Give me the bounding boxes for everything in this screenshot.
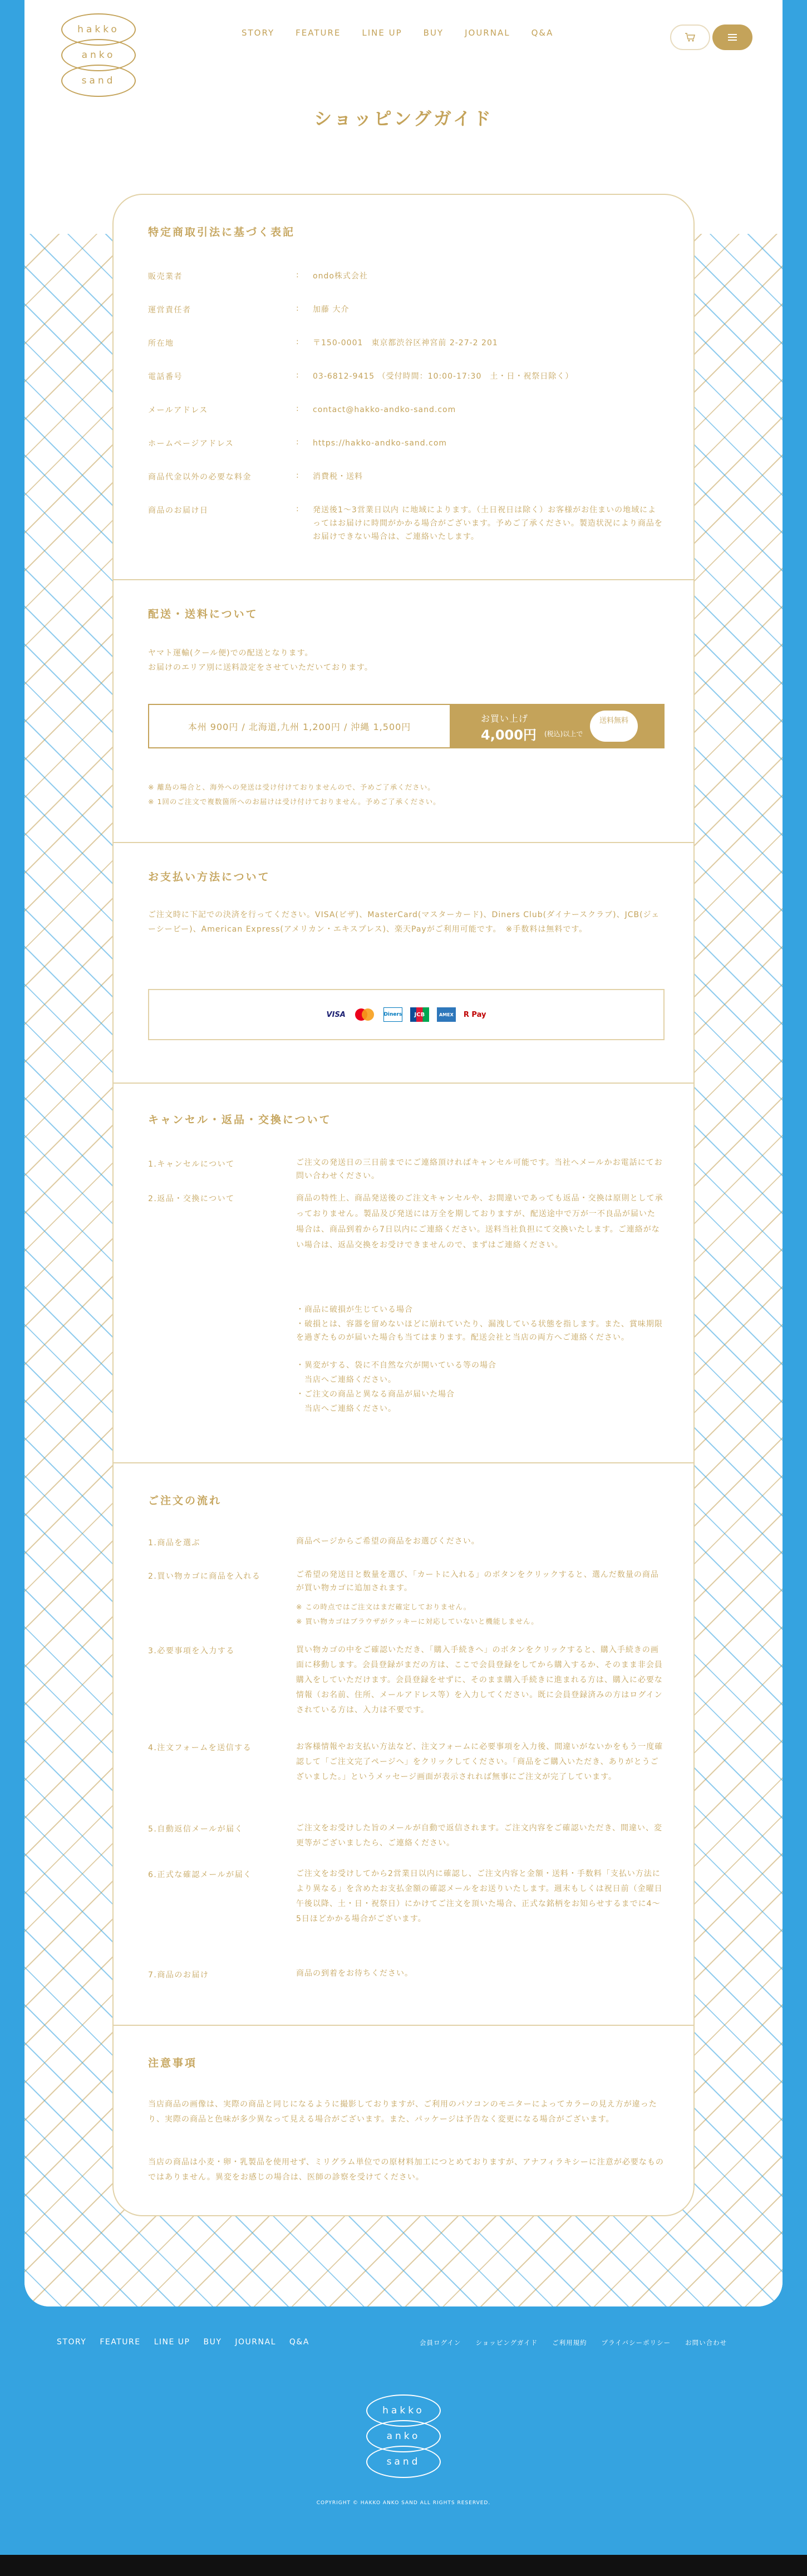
global-nav <box>242 28 553 38</box>
nav-item-feature[interactable]: FEATURE <box>296 28 341 38</box>
step-text: 買い物カゴの中をご確認いただき、「購入手続きへ」のボタンをクリックすると、購入手続きの画面に移動します。会員登録がまだの方は、ここで会員登録をしてから購入するか、そのまま非会員購入をしていただけます。会員登録をせずに、そのまま購入手続きに進まれる方は、購入に必要な情報（お名前、住所、メールアドレス等）を入力してください。既に会員登録済みの方はログインされている方は、入力は不要です。 <box>296 1645 663 1715</box>
bullet: ・異変がする、袋に不自然な穴が開いている等の場合 <box>296 1361 496 1370</box>
page-title: ショッピングガイド <box>314 108 493 129</box>
logo-word: sand <box>61 65 136 97</box>
logo[interactable] <box>57 13 140 102</box>
row-value: 加藤 大介 <box>313 305 350 314</box>
row-value: 商品の特性上、商品発送後のご注文キャンセルや、お間違いであっても返品・交換は原則として承っておりません。製品及び発送には万全を期しておりますが、配送途中で万が一不良品が届いた場合は、商品到着から7日以内にご連絡ください。送料当社負担にて交換いたします。ご連絡がない場合は、返品交換をお受けできませんので、まずはご連絡ください。 <box>296 1194 663 1250</box>
rakuten-pay-icon: R Pay <box>463 1010 486 1019</box>
page-frame <box>24 0 783 2306</box>
step-note: ※ 買い物カゴはブラウザがクッキーに対応していないと機能しません。 <box>296 1617 539 1625</box>
step-label: 6.正式な確認メールが届く <box>148 1870 252 1879</box>
step-label: 3.必要事項を入力する <box>148 1647 235 1656</box>
footer-nav-lineup[interactable]: LINE UP <box>154 2338 190 2347</box>
shipping-rate-box <box>148 704 665 748</box>
copyright: COPYRIGHT © HAKKO ANKO SAND ALL RIGHTS RESERVED. <box>316 2500 491 2506</box>
menu-icon <box>728 34 737 41</box>
row-label: 商品のお届け日 <box>148 506 209 515</box>
nav-item-qa[interactable]: Q&A <box>531 28 554 38</box>
footer-nav <box>57 2338 309 2347</box>
step-text: お客様情報やお支払い方法など、注文フォームに必要事項を入力後、間違いがないかをもう一度確認して「ご注文完了ページへ」をクリックしてください。「商品をご購入いただき、ありがとうございました。」というメッセージ画面が表示されれば無事にご注文が完了しています。 <box>296 1742 663 1781</box>
step-text: 商品ページからご希望の商品をお選びください。 <box>296 1537 480 1546</box>
bullet: ・商品に破損が生じている場合 <box>296 1305 413 1314</box>
step-text: ご希望の発送日と数量を選び、「カートに入れる」のボタンをクリックすると、選んだ数量の商品が買い物カゴに追加されます。 <box>296 1570 659 1593</box>
row-label: メールアドレス <box>148 406 208 415</box>
row-label: 電話番号 <box>148 373 183 381</box>
section-title: ご注文の流れ <box>148 1495 222 1507</box>
logo-word: hakko <box>366 2394 441 2427</box>
section-title: 注意事項 <box>148 2057 198 2069</box>
logo-word: sand <box>366 2446 441 2478</box>
menu-button[interactable] <box>712 25 752 50</box>
law-section: 特定商取引法に基づく表記 販売業者 : ondo株式会社 運営責任者 : 加藤 大介 所在地 : 〒150-0001 東京都渋谷区神宮前 2-27-2 201 電話番号 : 03-6812-9415 （受付時間：10:00-17:30 土・日・祝祭日除く） メールアドレス : contact@hakko-andko-sand.com ホームページアドレス : https://hakko-andko-sand.com 商品代金以外の必要な料金 : 消費税・送料 商品のお届け日 : 発送後1〜3営業日以内 に地域によります。（土日祝日は除く）お客様がお住まいの地域によってはお届けに時間がかかる場合がございます。予めご了承ください。製造状況により商品をお届けできない場合は、ご連絡いたします。 <box>114 195 693 580</box>
jcb-icon: JCB <box>410 1007 429 1022</box>
cart-button[interactable] <box>670 25 710 50</box>
step-note: ※ この時点ではご注文はまだ確定しておりません。 <box>296 1603 471 1611</box>
step-text: ご注文をお受けした旨のメールが自動で返信されます。ご注文内容をご確認いただき、間違い、変更等がございましたら、ご連絡ください。 <box>296 1824 663 1848</box>
row-value: ondo株式会社 <box>313 272 368 281</box>
paragraph: 当店商品の画像は、実際の商品と同じになるように撮影しておりますが、ご利用のパソコンのモニターによってカラーの見え方が違ったり、実際の商品と色味が多少異なって見える場合がございます。また、パッケージは予告なく変更になる場合がございます。 <box>148 2100 657 2124</box>
section-title: お支払い方法について <box>148 871 270 883</box>
paragraph: ご注文時に下記での決済を行ってください。VISA(ビザ)、MasterCard(マスターカード)、Diners Club(ダイナースクラブ)、JCB(ジェーシービー)、American Express(アメリカン・エキスプレス)、楽天Payがご利用可能です。 ※手数料は無料です。 <box>148 910 660 934</box>
footer-link-guide[interactable]: ショッピングガイド <box>475 2339 538 2347</box>
shipping-rates: 本州 900円 / 北海道,九州 1,200円 / 沖縄 1,500円 <box>188 721 411 732</box>
bullet: ・ご注文の商品と異なる商品が届いた場合 <box>296 1390 455 1399</box>
note: ※ 離島の場合と、海外への発送は受け付けておりませんので、予めご了承ください。 <box>148 783 435 791</box>
footer-nav-story[interactable]: STORY <box>57 2338 87 2347</box>
row-label: 所在地 <box>148 339 174 348</box>
step-text: 商品の到着をお待ちください。 <box>296 1969 413 1978</box>
section-title: 配送・送料について <box>148 608 258 620</box>
step-text: ご注文をお受けしてから2営業日以内に確認し、ご注文内容と金額・送料・手数料「支払い方法により異なる」を含めたお支払金額の確認メールをお送りいたします。週末もしくは祝日前（金曜日午後以降、土・日・祝祭日）にかけてご注文を頂いた場合、正式な銘柄をお知らせするまでに4〜5日ほどかかる場合がございます。 <box>296 1869 663 1923</box>
email-link[interactable]: contact@hakko-andko-sand.com <box>313 405 456 414</box>
bullet: ・破損とは、容器を留めないほどに崩れていたり、漏洩している状態を指します。また、賞味期限を過ぎたものが届いた場合も当てはまります。配送会社と当店の両方へご連絡ください。 <box>296 1320 663 1342</box>
row-label: 1.キャンセルについて <box>148 1160 235 1169</box>
footer-nav-feature[interactable]: FEATURE <box>100 2338 141 2347</box>
nav-item-story[interactable]: STORY <box>242 28 275 38</box>
section-title: 特定商取引法に基づく表記 <box>148 226 296 238</box>
bullet: 当店へご連絡ください。 <box>296 1375 396 1384</box>
logo-word: anko <box>366 2420 441 2452</box>
footer-nav-qa[interactable]: Q&A <box>289 2338 309 2347</box>
nav-item-buy[interactable]: BUY <box>423 28 444 38</box>
row-value: 発送後1〜3営業日以内 に地域によります。（土日祝日は除く）お客様がお住まいの地域によってはお届けに時間がかかる場合がございます。予めご了承ください。製造状況により商品をお届けできない場合は、ご連絡いたします。 <box>313 506 663 541</box>
guide-card <box>112 194 695 2216</box>
step-label: 4.注文フォームを送信する <box>148 1744 252 1752</box>
bottom-bar <box>0 2555 807 2576</box>
nav-item-journal[interactable]: JOURNAL <box>465 28 510 38</box>
footer-nav-journal[interactable]: JOURNAL <box>235 2338 276 2347</box>
amex-icon: AMEX <box>437 1007 456 1022</box>
free-shipping-badge: 送料無料 <box>590 711 638 742</box>
footer-link-login[interactable]: 会員ログイン <box>420 2339 461 2347</box>
paragraph: ヤマト運輸(クール便)での配送となります。 <box>148 649 313 658</box>
bullet: 当店へご連絡ください。 <box>296 1404 396 1413</box>
row-label: 商品代金以外の必要な料金 <box>148 473 252 482</box>
row-label: 販売業者 <box>148 272 183 281</box>
footer-logo[interactable] <box>362 2394 445 2484</box>
note: ※ 1回のご注文で複数箇所へのお届けは受け付けておりません。予めご了承ください。 <box>148 797 441 806</box>
payment-section <box>114 843 693 1084</box>
cancel-section <box>114 1084 693 1463</box>
logo-word: anko <box>61 39 136 71</box>
nav-item-lineup[interactable]: LINE UP <box>362 28 402 38</box>
diners-icon: Diners <box>383 1007 402 1022</box>
visa-icon: VISA <box>326 1010 346 1019</box>
order-flow-section <box>114 1463 693 2026</box>
footer-link-contact[interactable]: お問い合わせ <box>685 2339 727 2347</box>
row-value: ご注文の発送日の三日前までにご連絡頂ければキャンセル可能です。当社へメールかお電話にてお問い合わせください。 <box>296 1158 663 1181</box>
free-shipping-amount: 4,000円 <box>481 727 537 743</box>
notes-section <box>114 2026 693 2215</box>
footer-sub-nav <box>420 2338 727 2347</box>
website-link[interactable]: https://hakko-andko-sand.com <box>313 439 447 448</box>
paragraph: 当店の商品は小麦・卵・乳製品を使用せず、ミリグラム単位での原材料加工につとめておりますが、アナフィラキシーに注意が必要なものではありません。異変をお感じの場合は、医師の診察を受けてください。 <box>148 2158 664 2182</box>
footer-link-privacy[interactable]: プライバシーポリシー <box>601 2339 671 2347</box>
footer-nav-buy[interactable]: BUY <box>203 2338 222 2347</box>
row-label: 2.返品・交換について <box>148 1194 235 1203</box>
cart-icon <box>685 32 696 42</box>
row-label: ホームページアドレス <box>148 439 234 448</box>
footer-link-terms[interactable]: ご利用規約 <box>552 2339 587 2347</box>
row-value: 消費税・送料 <box>313 472 363 481</box>
step-label: 2.買い物カゴに商品を入れる <box>148 1572 261 1581</box>
step-label: 1.商品を選ぶ <box>148 1539 200 1547</box>
row-value: 〒150-0001 東京都渋谷区神宮前 2-27-2 201 <box>313 339 498 347</box>
section-title: キャンセル・返品・交換について <box>148 1114 332 1126</box>
paragraph: お届けのエリア別に送料設定をさせていただいております。 <box>148 663 373 672</box>
payment-logos <box>148 989 665 1040</box>
free-shipping-panel: お買い上げ 4,000円 (税込)以上で 送料無料 <box>450 705 663 747</box>
step-label: 5.自動返信メールが届く <box>148 1825 244 1834</box>
row-value: 03-6812-9415 （受付時間：10:00-17:30 土・日・祝祭日除く） <box>313 372 574 381</box>
row-label: 運営責任者 <box>148 306 191 315</box>
step-label: 7.商品のお届け <box>148 1971 209 1980</box>
logo-word: hakko <box>61 13 136 46</box>
mastercard-icon <box>353 1007 376 1022</box>
shipping-section <box>114 580 693 843</box>
